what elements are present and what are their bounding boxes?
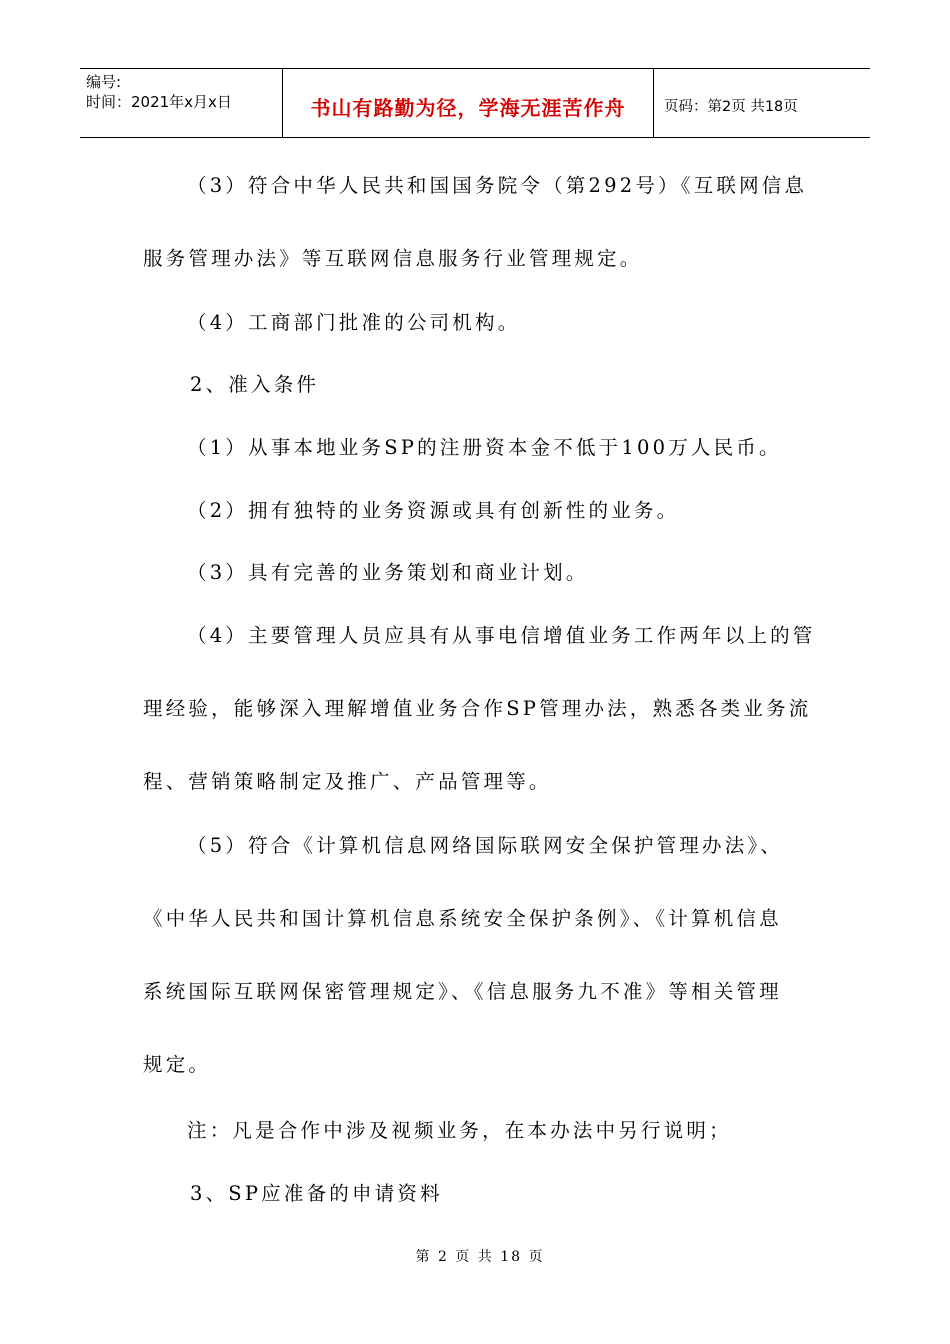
body-line-9: 理经验，能够深入理解增值业务合作SP管理办法，熟悉各类业务流: [143, 697, 812, 720]
section-heading-3: 3、SP应准备的申请资料: [190, 1182, 443, 1205]
body-line-11: （5）符合《计算机信息网络国际联网安全保护管理办法》、: [187, 834, 784, 857]
body-line-2: 服务管理办法》等互联网信息服务行业管理规定。: [143, 247, 643, 270]
section-heading-2: 2、准入条件: [190, 373, 320, 396]
page-footer: 第 2 页 共 18 页: [415, 1249, 545, 1265]
page-header: [80, 68, 870, 138]
body-line-7: （3）具有完善的业务策划和商业计划。: [187, 561, 589, 584]
body-line-10: 程、营销策略制定及推广、产品管理等。: [143, 770, 552, 793]
body-line-1: （3）符合中华人民共和国国务院令（第292号）《互联网信息: [187, 174, 808, 197]
document-date-label: 时间：2021年x月x日: [86, 93, 232, 111]
header-meta-cell: [80, 69, 283, 137]
body-line-5: （1）从事本地业务SP的注册资本金不低于100万人民币。: [187, 436, 782, 459]
body-line-6: （2）拥有独特的业务资源或具有创新性的业务。: [187, 499, 680, 522]
body-line-14: 规定。: [143, 1053, 212, 1076]
body-line-13: 系统国际互联网保密管理规定》、《信息服务九不准》等相关管理: [143, 980, 782, 1003]
body-line-3: （4）工商部门批准的公司机构。: [187, 311, 521, 334]
header-motto: 书山有路勤为径，学海无涯苦作舟: [283, 69, 654, 137]
body-note: 注：凡是合作中涉及视频业务，在本办法中另行说明；: [187, 1119, 732, 1142]
body-line-8: （4）主要管理人员应具有从事电信增值业务工作两年以上的管: [187, 624, 816, 647]
document-number-label: 编号:: [86, 73, 122, 91]
body-line-12: 《中华人民共和国计算机信息系统安全保护条例》、《计算机信息: [143, 907, 782, 930]
header-page-info: 页码：第2页 共18页: [664, 98, 798, 115]
